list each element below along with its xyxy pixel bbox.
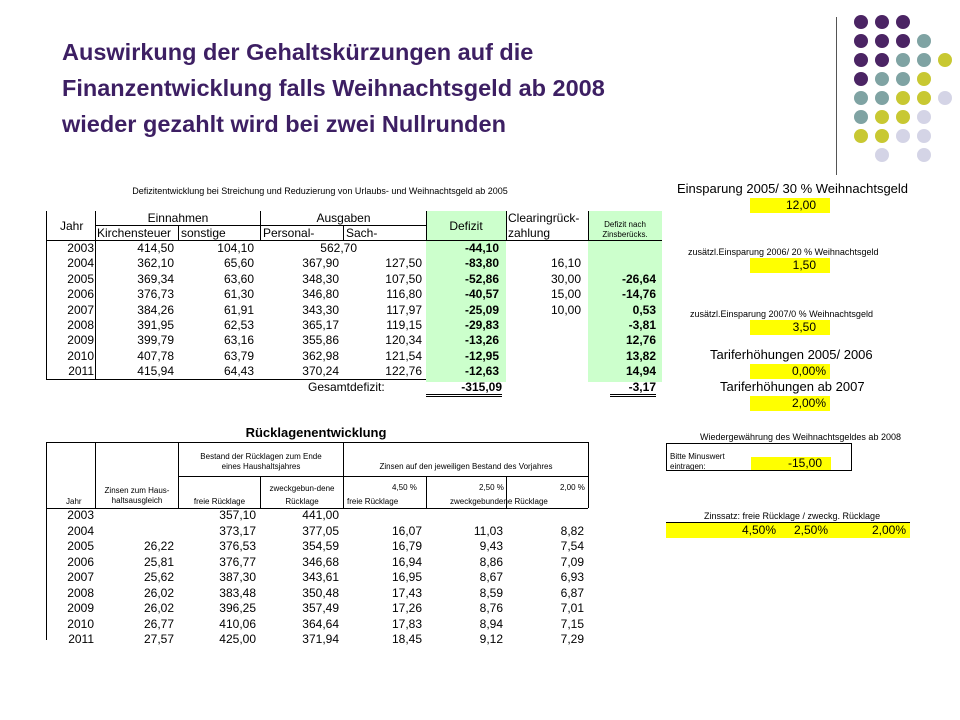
cell-pers: 362,98 bbox=[302, 348, 339, 363]
cell-z1: 16,07 bbox=[391, 523, 422, 538]
cell-pers: 562,70 bbox=[320, 241, 357, 255]
cell-fr: 410,06 bbox=[219, 616, 256, 631]
cell-fr: 357,10 bbox=[219, 508, 256, 522]
reserves-table-caption: Rücklagenentwicklung bbox=[245, 425, 387, 440]
cell-z3: 7,29 bbox=[560, 632, 584, 646]
cell-z1: 16,79 bbox=[391, 539, 422, 553]
cell-clear: 30,00 bbox=[550, 271, 581, 286]
cell-clear: 10,00 bbox=[550, 302, 581, 317]
header-sonstige: sonstige bbox=[181, 226, 226, 240]
cell-fr: 376,53 bbox=[219, 539, 256, 553]
cell-def: -12,63 bbox=[464, 364, 499, 379]
minuswert-label-1: Bitte Minuswert bbox=[670, 452, 725, 461]
cell-z2: 9,43 bbox=[479, 539, 503, 553]
header-sach: Sach- bbox=[346, 226, 378, 240]
cell-def: -44,10 bbox=[464, 241, 499, 255]
cell-z1: 17,26 bbox=[391, 601, 422, 615]
header-zins-freie: freie Rücklage bbox=[347, 497, 399, 506]
cell-z2: 8,76 bbox=[479, 601, 503, 615]
cell-fr: 396,25 bbox=[219, 601, 256, 615]
cell-z3: 7,09 bbox=[560, 554, 584, 569]
tarif-2005-value[interactable]: 0,00% bbox=[791, 364, 826, 378]
cell-jahr: 2010 bbox=[67, 616, 94, 631]
header-bestand-1: Bestand der Rücklagen zum Ende bbox=[200, 452, 322, 461]
cell-kist: 376,73 bbox=[137, 287, 174, 302]
cell-z3: 6,93 bbox=[560, 570, 584, 584]
cell-fr: 383,48 bbox=[219, 585, 256, 600]
cell-sach: 117,97 bbox=[386, 302, 422, 317]
header-defizit: Defizit bbox=[449, 219, 483, 233]
cell-jahr: 2008 bbox=[67, 585, 94, 600]
header-rate-1: 4,50 % bbox=[392, 483, 417, 492]
zinssatz-zweckg-1[interactable]: 2,50% bbox=[793, 523, 828, 537]
header-jahr: Jahr bbox=[60, 219, 84, 233]
header-rate-3: 2,00 % bbox=[560, 483, 585, 492]
cell-sach: 122,76 bbox=[385, 364, 422, 379]
cell-jahr: 2005 bbox=[67, 539, 94, 553]
cell-sach: 116,80 bbox=[386, 287, 422, 302]
cell-kist: 415,94 bbox=[137, 364, 174, 379]
cell-dnz: -3,81 bbox=[628, 318, 656, 332]
cell-sonst: 61,30 bbox=[223, 287, 254, 302]
cell-jahr: 2011 bbox=[68, 632, 94, 646]
zinssatz-label: Zinssatz: freie Rücklage / zweckg. Rücklage bbox=[704, 511, 881, 521]
cell-jahr: 2003 bbox=[67, 508, 94, 522]
header-zweckgebundene-2: Rücklage bbox=[285, 497, 319, 506]
cell-zr: 343,61 bbox=[302, 570, 339, 584]
cell-z1: 18,45 bbox=[391, 632, 422, 646]
header-kirchensteuer: Kirchensteuer bbox=[97, 226, 172, 240]
header-zinsen-hh-2: haltsausgleich bbox=[111, 496, 163, 505]
einsparung-2005-value[interactable]: 12,00 bbox=[785, 198, 816, 212]
cell-sonst: 63,16 bbox=[223, 333, 254, 348]
title-line-1: Auswirkung der Gehaltskürzungen auf die bbox=[62, 39, 534, 65]
cell-def: -40,57 bbox=[464, 287, 499, 302]
cell-zh: 26,02 bbox=[143, 585, 174, 600]
cell-jahr: 2009 bbox=[67, 333, 94, 348]
cell-kist: 414,50 bbox=[137, 241, 174, 255]
cell-fr: 376,77 bbox=[219, 554, 256, 569]
header-rate-2: 2,50 % bbox=[479, 483, 504, 492]
cell-z3: 7,54 bbox=[560, 539, 584, 553]
cell-fr: 425,00 bbox=[219, 632, 256, 646]
einsparung-2005-label: Einsparung 2005/ 30 % Weihnachtsgeld bbox=[677, 181, 909, 196]
cell-def: -12,95 bbox=[464, 348, 499, 363]
title-line-3: wieder gezahlt wird bei zwei Nullrunden bbox=[62, 111, 506, 137]
header-defizit-nach-1: Defizit nach bbox=[604, 220, 646, 229]
cell-zh: 26,22 bbox=[143, 539, 174, 553]
minuswert-label-2: eintragen: bbox=[670, 462, 706, 471]
cell-zr: 354,59 bbox=[302, 539, 339, 553]
cell-sonst: 63,60 bbox=[223, 271, 254, 286]
cell-pers: 343,30 bbox=[302, 302, 339, 317]
cell-z2: 8,94 bbox=[479, 616, 503, 631]
cell-jahr: 2010 bbox=[67, 348, 94, 363]
cell-z2: 8,86 bbox=[479, 554, 503, 569]
einsparung-2006-value[interactable]: 1,50 bbox=[792, 258, 816, 272]
cell-z2: 11,03 bbox=[473, 523, 503, 538]
cell-jahr: 2006 bbox=[67, 287, 94, 302]
cell-pers: 355,86 bbox=[302, 333, 339, 348]
gesamtdefizit-value: -315,09 bbox=[426, 381, 502, 397]
header-bestand-2: eines Haushaltsjahres bbox=[221, 462, 301, 471]
cell-jahr: 2005 bbox=[67, 271, 94, 286]
cell-sonst: 63,79 bbox=[223, 348, 254, 363]
tarif-2007-value[interactable]: 2,00% bbox=[791, 396, 826, 410]
cell-pers: 348,30 bbox=[302, 271, 339, 286]
cell-sach: 121,54 bbox=[385, 348, 422, 363]
cell-zr: 364,64 bbox=[302, 616, 339, 631]
minuswert-input[interactable]: -15,00 bbox=[787, 456, 822, 470]
cell-jahr: 2004 bbox=[67, 523, 94, 538]
header-zins-zweck: zweckgebundene Rücklage bbox=[450, 497, 548, 506]
cell-fr: 387,30 bbox=[219, 570, 256, 584]
cell-def: -25,09 bbox=[464, 302, 499, 317]
cell-kist: 391,95 bbox=[137, 318, 174, 332]
cell-jahr: 2009 bbox=[67, 601, 94, 615]
cell-pers: 370,24 bbox=[302, 364, 339, 379]
cell-sonst: 104,10 bbox=[217, 241, 254, 255]
cell-zh: 25,81 bbox=[143, 554, 174, 569]
tarif-2005-label: Tariferhöhungen 2005/ 2006 bbox=[710, 347, 873, 362]
cell-dnz: 12,76 bbox=[625, 333, 656, 348]
cell-kist: 384,26 bbox=[137, 302, 174, 317]
cell-kist: 369,34 bbox=[137, 271, 174, 286]
cell-def: -29,83 bbox=[464, 318, 499, 332]
einsparung-2007-label: zusätzl.Einsparung 2007/0 % Weihnachtsgeld bbox=[690, 309, 873, 319]
cell-sach: 107,50 bbox=[385, 271, 422, 286]
header-zinsen-hh-1: Zinsen zum Haus- bbox=[104, 486, 170, 495]
header-clearing-2: zahlung bbox=[508, 226, 551, 240]
cell-clear: 15,00 bbox=[550, 287, 581, 302]
cell-zr: 441,00 bbox=[302, 508, 339, 522]
cell-z1: 17,43 bbox=[391, 585, 422, 600]
cell-zh: 25,62 bbox=[143, 570, 174, 584]
cell-zr: 371,94 bbox=[302, 632, 339, 646]
cell-z2: 9,12 bbox=[479, 632, 503, 646]
cell-zr: 377,05 bbox=[302, 523, 339, 538]
cell-sonst: 62,53 bbox=[223, 318, 254, 332]
cell-def: -13,26 bbox=[464, 333, 499, 348]
cell-z3: 8,82 bbox=[560, 523, 584, 538]
cell-jahr: 2011 bbox=[68, 364, 94, 379]
cell-sonst: 61,91 bbox=[223, 302, 254, 317]
cell-z3: 7,15 bbox=[560, 616, 584, 631]
cell-jahr: 2004 bbox=[67, 256, 94, 271]
cell-jahr: 2007 bbox=[67, 302, 94, 317]
cell-clear: 16,10 bbox=[550, 256, 581, 271]
zinssatz-freie[interactable]: 4,50% bbox=[741, 523, 776, 537]
header-ausgaben: Ausgaben bbox=[316, 211, 371, 225]
cell-z3: 6,87 bbox=[560, 585, 584, 600]
header-zweckgebundene-1: zweckgebun-dene bbox=[269, 484, 335, 493]
tarif-2007-label: Tariferhöhungen ab 2007 bbox=[720, 379, 865, 394]
title-line-2: Finanzentwicklung falls Weihnachtsgeld ab 2008 bbox=[62, 75, 605, 101]
cell-pers: 365,17 bbox=[302, 318, 339, 332]
cell-z2: 8,59 bbox=[479, 585, 503, 600]
cell-sonst: 65,60 bbox=[223, 256, 254, 271]
cell-def: -83,80 bbox=[464, 256, 499, 271]
cell-zr: 350,48 bbox=[302, 585, 339, 600]
cell-z1: 16,94 bbox=[391, 554, 422, 569]
zinssatz-zweckg-2[interactable]: 2,00% bbox=[871, 523, 906, 537]
cell-dnz: -14,76 bbox=[621, 287, 656, 302]
cell-sach: 127,50 bbox=[385, 256, 422, 271]
header-jahr: Jahr bbox=[66, 497, 82, 506]
header-freie-ruecklage: freie Rücklage bbox=[193, 497, 246, 506]
cell-zh: 27,57 bbox=[143, 632, 174, 646]
cell-dnz: 14,94 bbox=[625, 364, 656, 379]
cell-sonst: 64,43 bbox=[223, 364, 254, 379]
cell-kist: 407,78 bbox=[137, 348, 174, 363]
cell-zh: 26,02 bbox=[143, 601, 174, 615]
cell-def: -52,86 bbox=[464, 271, 499, 286]
cell-sach: 119,15 bbox=[386, 318, 422, 332]
cell-kist: 362,10 bbox=[137, 256, 174, 271]
header-einnahmen: Einnahmen bbox=[147, 211, 209, 225]
wiedergewaehrung-label: Wiedergewährung des Weihnachtsgeldes ab 2008 bbox=[700, 432, 901, 442]
cell-dnz: -26,64 bbox=[621, 271, 656, 286]
cell-dnz: 13,82 bbox=[625, 348, 656, 363]
gesamtdefizit-label: Gesamtdefizit: bbox=[308, 380, 385, 394]
cell-dnz: 0,53 bbox=[632, 302, 656, 317]
einsparung-2006-label: zusätzl.Einsparung 2006/ 20 % Weihnachtsgeld bbox=[688, 247, 879, 257]
cell-zr: 357,49 bbox=[302, 601, 339, 615]
cell-zr: 346,68 bbox=[302, 554, 339, 569]
cell-jahr: 2008 bbox=[67, 318, 94, 332]
header-personal: Personal- bbox=[263, 226, 315, 240]
cell-jahr: 2003 bbox=[67, 241, 94, 255]
cell-z2: 8,67 bbox=[479, 570, 503, 584]
cell-pers: 346,80 bbox=[302, 287, 339, 302]
cell-z3: 7,01 bbox=[560, 601, 584, 615]
cell-z1: 17,83 bbox=[391, 616, 422, 631]
cell-jahr: 2007 bbox=[67, 570, 94, 584]
cell-jahr: 2006 bbox=[67, 554, 94, 569]
cell-zh: 26,77 bbox=[143, 616, 174, 631]
header-defizit-nach-2: Zinsberücks. bbox=[602, 230, 648, 239]
cell-fr: 373,17 bbox=[219, 523, 256, 538]
header-zinsen-vorjahr: Zinsen auf den jeweiligen Bestand des Vorjahres bbox=[379, 462, 553, 471]
einsparung-2007-value[interactable]: 3,50 bbox=[792, 320, 816, 334]
gesamtdefizit-nach-zins-value: -3,17 bbox=[610, 381, 656, 397]
cell-sach: 120,34 bbox=[385, 333, 422, 348]
cell-z1: 16,95 bbox=[391, 570, 422, 584]
header-clearing-1: Clearingrück- bbox=[508, 211, 580, 225]
deficit-table-caption: Defizitentwicklung bei Streichung und Reduzierung von Urlaubs- und Weihnachtsgeld ab 2005 bbox=[132, 186, 508, 196]
cell-pers: 367,90 bbox=[302, 256, 339, 271]
cell-kist: 399,79 bbox=[137, 333, 174, 348]
